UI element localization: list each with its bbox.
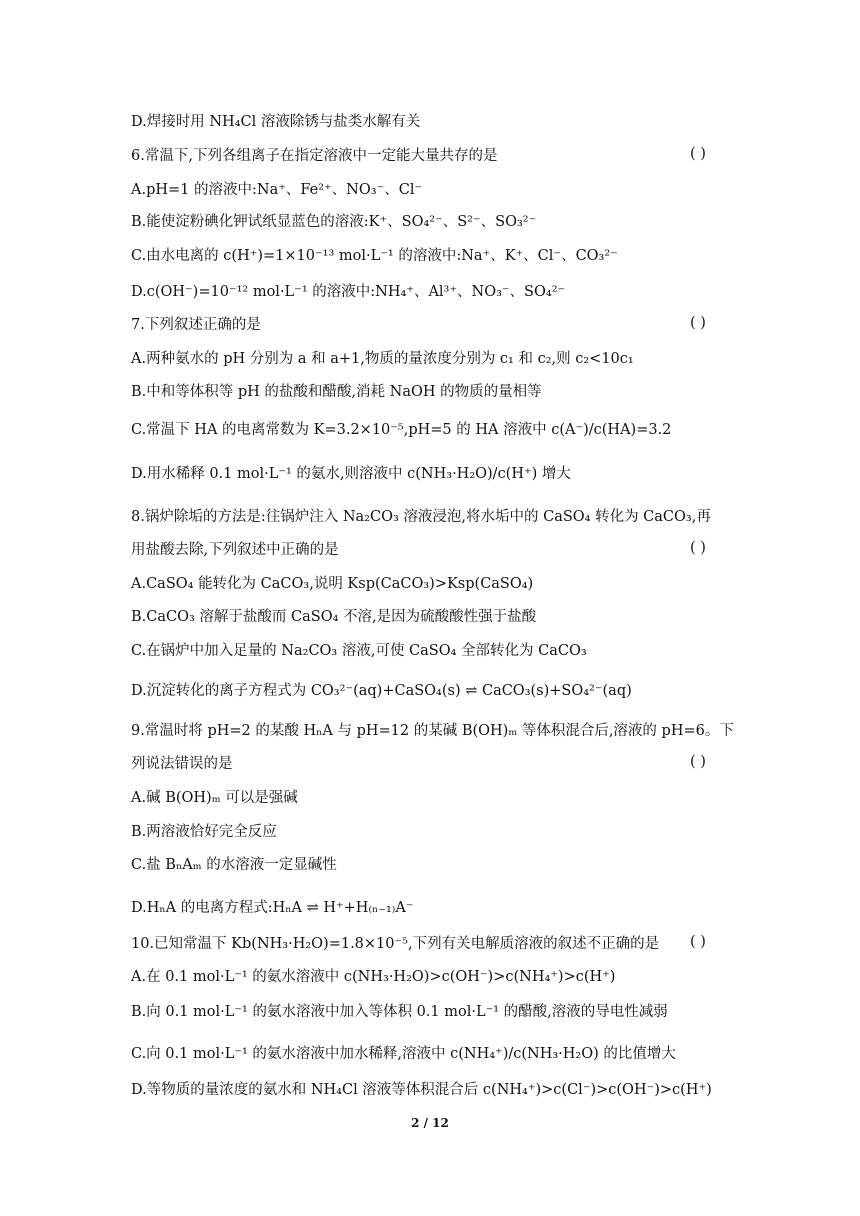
question-9-stem: 9.常温时将 pH=2 的某酸 HₙA 与 pH=12 的某碱 B(OH)ₘ 等体积混合后,溶液的 pH=6。下 — [131, 723, 734, 739]
option-line: D.HₙA 的电离方程式:HₙA ⇌ H⁺+H₍ₙ₋₁₎A⁻ — [131, 900, 414, 916]
option-line: A.两种氨水的 pH 分别为 a 和 a+1,物质的量浓度分别为 c₁ 和 c₂,则 c₂<10c₁ — [131, 351, 634, 367]
text-line: D.焊接时用 NH₄Cl 溶液除锈与盐类水解有关 — [131, 114, 421, 130]
option-line: B.CaCO₃ 溶解于盐酸而 CaSO₄ 不溶,是因为硫酸酸性强于盐酸 — [131, 609, 537, 625]
option-line: A.碱 B(OH)ₘ 可以是强碱 — [131, 790, 298, 806]
option-line: C.盐 BₙAₘ 的水溶液一定显碱性 — [131, 857, 337, 873]
option-line: D.等物质的量浓度的氨水和 NH₄Cl 溶液等体积混合后 c(NH₄⁺)>c(Cl⁻)>c(OH⁻)>c(H⁺) — [131, 1082, 712, 1098]
option-line: C.由水电离的 c(H⁺)=1×10⁻¹³ mol·L⁻¹ 的溶液中:Na⁺、K⁺、Cl⁻、CO₃²⁻ — [131, 248, 618, 264]
answer-bracket: ( ) — [690, 146, 706, 162]
option-line: B.向 0.1 mol·L⁻¹ 的氨水溶液中加入等体积 0.1 mol·L⁻¹ 的醋酸,溶液的导电性减弱 — [131, 1004, 668, 1020]
question-7-stem: 7.下列叙述正确的是 — [131, 317, 261, 333]
question-8-stem: 用盐酸去除,下列叙述中正确的是 — [131, 542, 339, 558]
option-line: A.在 0.1 mol·L⁻¹ 的氨水溶液中 c(NH₃·H₂O)>c(OH⁻)>c(NH₄⁺)>c(H⁺) — [131, 969, 616, 985]
option-line: C.在锅炉中加入足量的 Na₂CO₃ 溶液,可使 CaSO₄ 全部转化为 CaCO₃ — [131, 643, 587, 659]
option-line: A.pH=1 的溶液中:Na⁺、Fe²⁺、NO₃⁻、Cl⁻ — [131, 182, 423, 198]
answer-bracket: ( ) — [690, 540, 706, 556]
option-line: B.两溶液恰好完全反应 — [131, 824, 277, 840]
option-line: B.中和等体积等 pH 的盐酸和醋酸,消耗 NaOH 的物质的量相等 — [131, 384, 542, 400]
answer-bracket: ( ) — [690, 315, 706, 331]
option-line: A.CaSO₄ 能转化为 CaCO₃,说明 Ksp(CaCO₃)>Ksp(CaSO₄) — [131, 576, 534, 592]
question-8-stem: 8.锅炉除垢的方法是:往锅炉注入 Na₂CO₃ 溶液浸泡,将水垢中的 CaSO₄ 转化为 CaCO₃,再 — [131, 509, 711, 525]
option-line: C.向 0.1 mol·L⁻¹ 的氨水溶液中加水稀释,溶液中 c(NH₄⁺)/c(NH₃·H₂O) 的比值增大 — [131, 1046, 676, 1062]
question-9-stem: 列说法错误的是 — [131, 756, 233, 772]
option-line: D.c(OH⁻)=10⁻¹² mol·L⁻¹ 的溶液中:NH₄⁺、Al³⁺、NO₃⁻、SO₄²⁻ — [131, 284, 566, 300]
answer-bracket: ( ) — [690, 934, 706, 950]
option-line: D.用水稀释 0.1 mol·L⁻¹ 的氨水,则溶液中 c(NH₃·H₂O)/c(H⁺) 增大 — [131, 466, 571, 482]
option-line: D.沉淀转化的离子方程式为 CO₃²⁻(aq)+CaSO₄(s) ⇌ CaCO₃(s)+SO₄²⁻(aq) — [131, 683, 632, 699]
answer-bracket: ( ) — [690, 754, 706, 770]
question-6-stem: 6.常温下,下列各组离子在指定溶液中一定能大量共存的是 — [131, 148, 498, 164]
page-number: 2 / 12 — [411, 1116, 449, 1130]
question-10-stem: 10.已知常温下 Kb(NH₃·H₂O)=1.8×10⁻⁵,下列有关电解质溶液的叙述不正确的是 — [131, 936, 660, 952]
option-line: B.能使淀粉碘化钾试纸显蓝色的溶液:K⁺、SO₄²⁻、S²⁻、SO₃²⁻ — [131, 214, 537, 230]
option-line: C.常温下 HA 的电离常数为 K=3.2×10⁻⁵,pH=5 的 HA 溶液中 c(A⁻)/c(HA)=3.2 — [131, 422, 672, 438]
